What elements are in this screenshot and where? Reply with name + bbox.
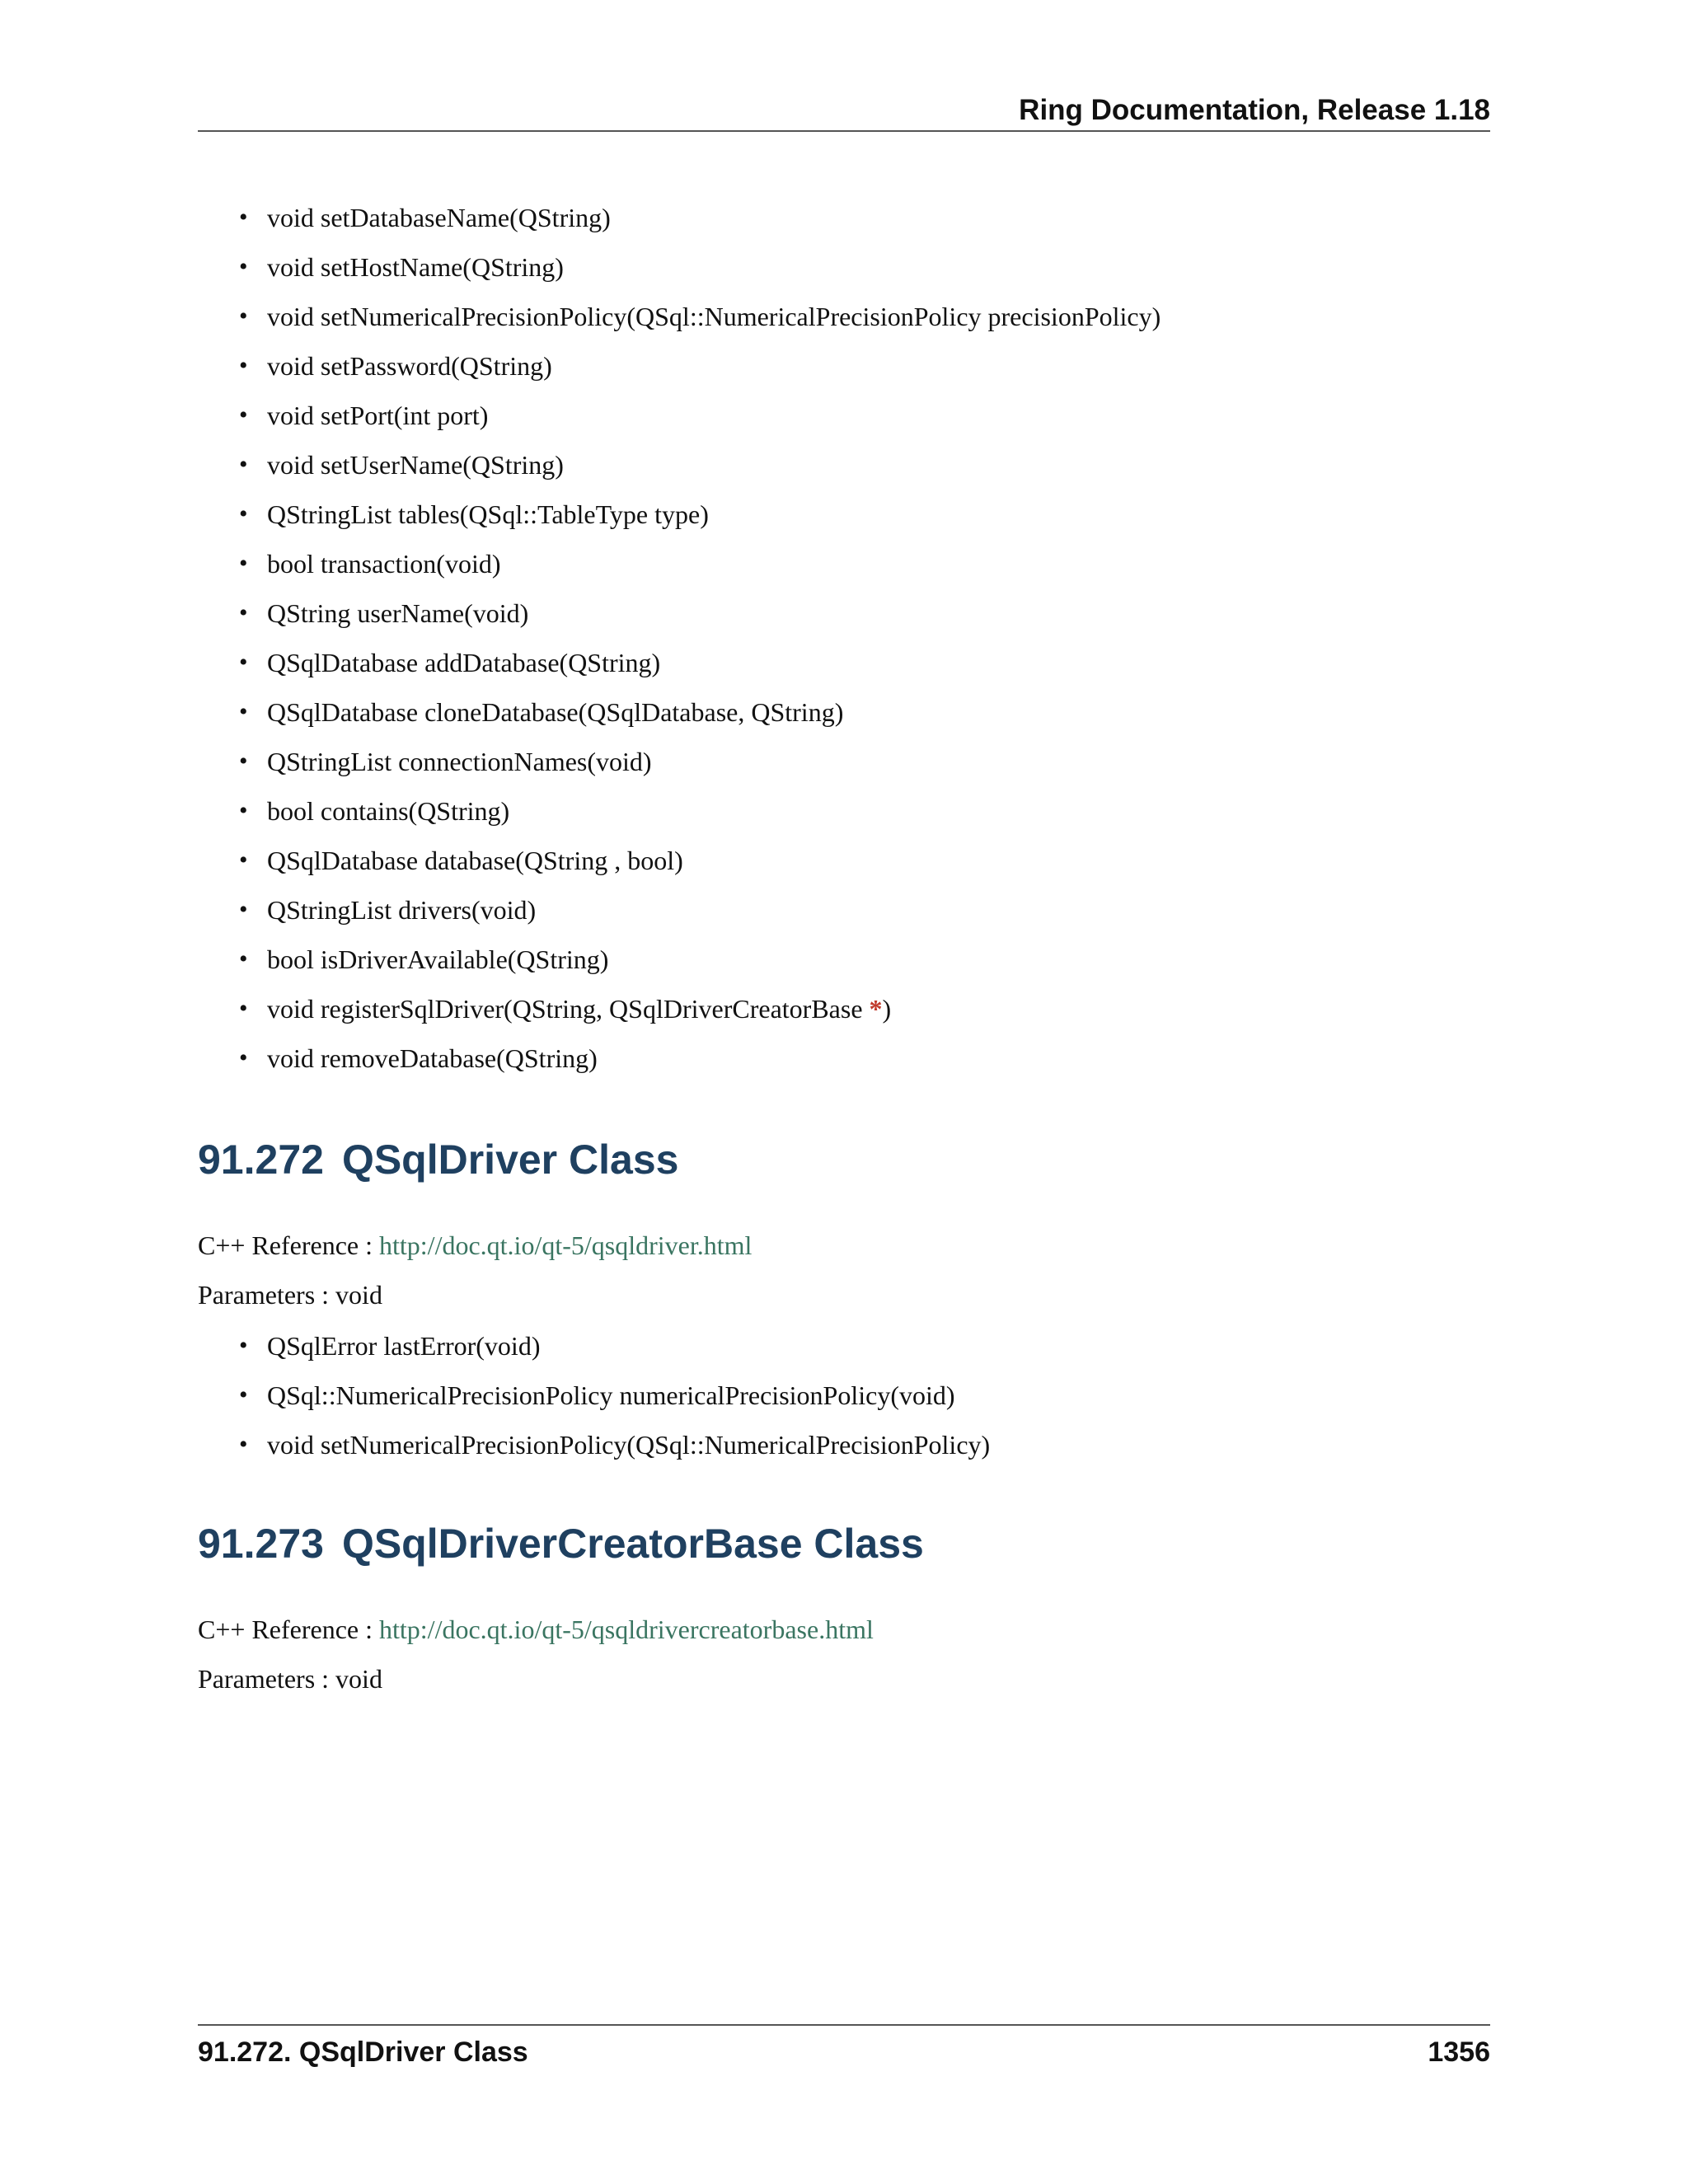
page-footer (198, 2024, 1490, 2075)
section-heading-qsqldrivercreatorbase (198, 1515, 924, 1572)
list-item: • void setHostName(QString) (239, 242, 1160, 292)
reference-link[interactable]: http://doc.qt.io/qt-5/qsqldriver.html (379, 1230, 753, 1260)
qsqldatabase-method-list (239, 193, 1160, 1083)
qsqldriver-method-list (239, 1321, 990, 1469)
parameters-qsqldrivercreatorbase: Parameters : void (198, 1664, 382, 1694)
reference-label: C++ Reference : (198, 1230, 379, 1260)
parameters-qsqldriver: Parameters : void (198, 1280, 382, 1310)
list-item: • void setUserName(QString) (239, 440, 1160, 490)
list-item-suffix: ) (882, 994, 892, 1024)
list-item: • QSqlDatabase cloneDatabase(QSqlDatabase, QString) (239, 687, 1160, 737)
list-item: • void removeDatabase(QString) (239, 1033, 1160, 1083)
list-item: • QSqlError lastError(void) (239, 1321, 990, 1371)
section-number: 91.272 (198, 1137, 324, 1183)
page-header (198, 92, 1490, 132)
list-item: • void setPassword(QString) (239, 341, 1160, 391)
asterisk-marker: * (869, 994, 883, 1024)
section-title: QSqlDriverCreatorBase Class (341, 1521, 924, 1567)
list-item: • QSqlDatabase database(QString , bool) (239, 836, 1160, 885)
section-heading-qsqldriver (198, 1131, 678, 1188)
cpp-reference-qsqldriver (198, 1221, 752, 1270)
page-number: 1356 (1428, 2036, 1490, 2068)
section-title: QSqlDriver Class (341, 1137, 679, 1183)
section-number: 91.273 (198, 1521, 324, 1567)
list-item: • void setNumericalPrecisionPolicy(QSql::NumericalPrecisionPolicy) (239, 1420, 990, 1469)
list-item: • void setPort(int port) (239, 391, 1160, 440)
reference-label: C++ Reference : (198, 1615, 379, 1644)
list-item: • bool transaction(void) (239, 539, 1160, 588)
list-item: • QSqlDatabase addDatabase(QString) (239, 638, 1160, 687)
footer-section-title: 91.272. QSqlDriver Class (198, 2036, 528, 2068)
list-item: • QStringList drivers(void) (239, 885, 1160, 935)
reference-link[interactable]: http://doc.qt.io/qt-5/qsqldrivercreatorbase.html (379, 1615, 874, 1644)
list-item: • QStringList connectionNames(void) (239, 737, 1160, 786)
list-item: • bool isDriverAvailable(QString) (239, 935, 1160, 984)
list-item: • QStringList tables(QSql::TableType type) (239, 490, 1160, 539)
list-item: • QSql::NumericalPrecisionPolicy numericalPrecisionPolicy(void) (239, 1371, 990, 1420)
list-item: • QString userName(void) (239, 588, 1160, 638)
cpp-reference-qsqldrivercreatorbase (198, 1605, 874, 1654)
document-title: Ring Documentation, Release 1.18 (1019, 94, 1490, 126)
list-item: • bool contains(QString) (239, 786, 1160, 836)
list-item: • void setDatabaseName(QString) (239, 193, 1160, 242)
list-item (239, 984, 1160, 1033)
list-item-text: void registerSqlDriver(QString, QSqlDriverCreatorBase (267, 994, 870, 1024)
list-item: • void setNumericalPrecisionPolicy(QSql::NumericalPrecisionPolicy precisionPolicy) (239, 292, 1160, 341)
